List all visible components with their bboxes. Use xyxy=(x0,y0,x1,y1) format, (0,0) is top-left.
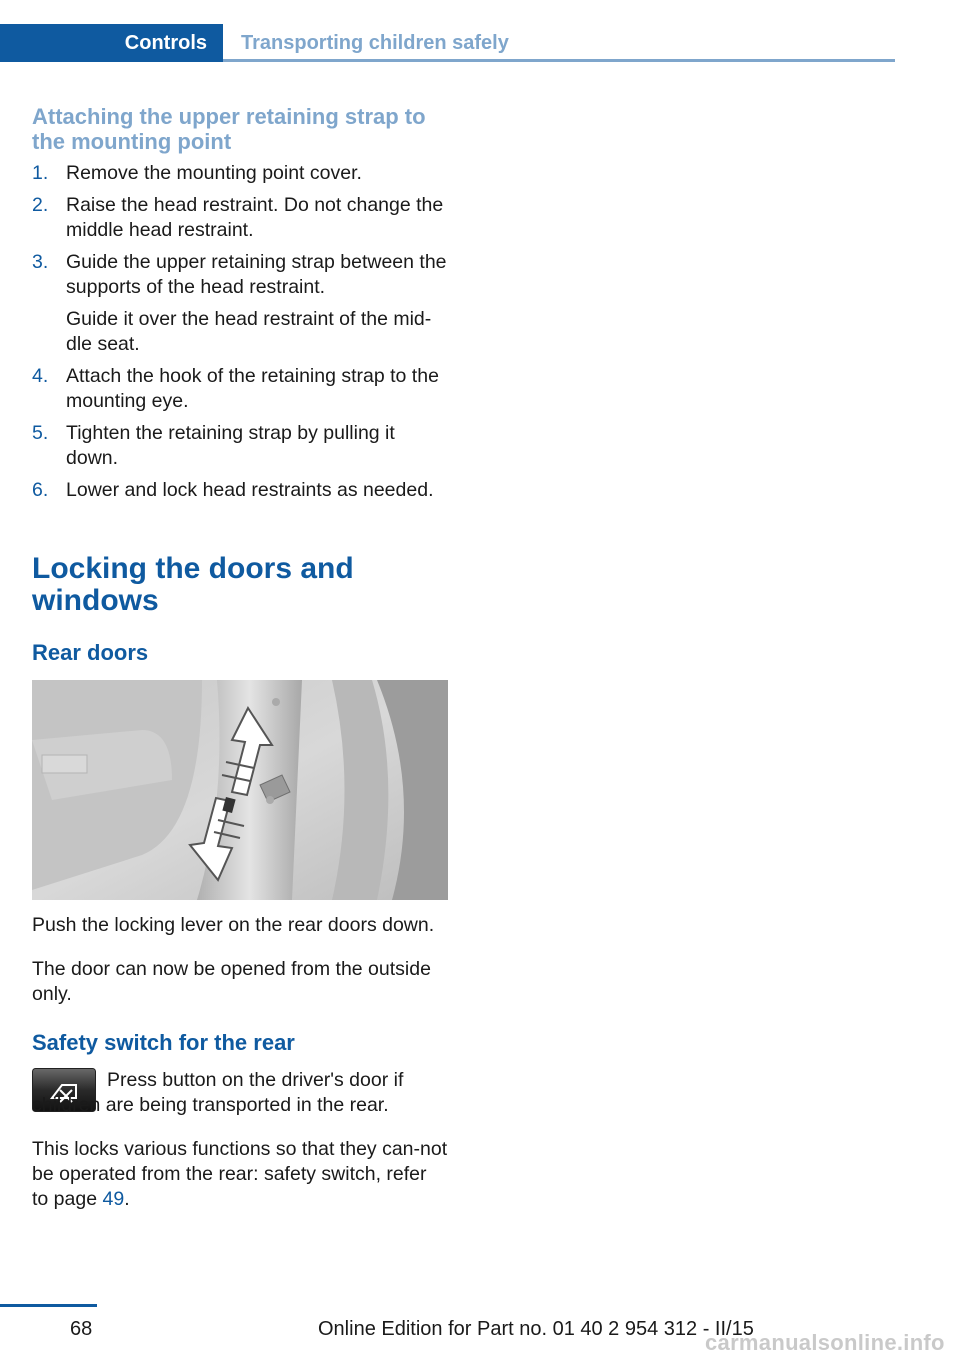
list-item xyxy=(32,250,448,357)
page-49-link[interactable]: 49 xyxy=(102,1188,125,1210)
safety-switch-section xyxy=(32,1030,448,1056)
rear-doors-para-2: The door can now be opened from the outside only. xyxy=(32,958,431,1005)
step-text: Tighten the retaining strap by pulling it down. xyxy=(66,422,395,469)
safety-switch-para-2-end: . xyxy=(124,1188,130,1210)
edition-info: Online Edition for Part no. 01 40 2 954 312 - II/15 xyxy=(318,1318,754,1340)
step-text: Remove the mounting point cover. xyxy=(66,162,362,184)
rear-doors-section xyxy=(32,640,448,666)
safety-switch-para-1: Press button on the driver's door if children are being transported in the rear. xyxy=(32,1069,404,1116)
safety-switch-heading: Safety switch for the rear xyxy=(32,1030,295,1055)
safety-switch-text xyxy=(32,1068,448,1212)
step-text: Lower and lock head restraints as needed. xyxy=(66,479,434,501)
list-item xyxy=(32,478,448,503)
safety-switch-para-2-text: This locks various functions so that they can‐not be operated from the rear: safety switch, refer to page xyxy=(32,1138,448,1210)
locking-heading: Locking the doors and windows xyxy=(32,552,354,617)
footer-rule xyxy=(0,1304,97,1307)
rear-doors-heading: Rear doors xyxy=(32,640,149,665)
header-rule xyxy=(223,59,895,62)
rear-doors-para-1: Push the locking lever on the rear doors down. xyxy=(32,914,435,936)
step-text: Guide the upper retaining strap between the supports of the head restraint. xyxy=(66,251,447,298)
upper-strap-steps xyxy=(32,161,448,510)
chapter-title[interactable]: Transporting children safely xyxy=(241,32,509,54)
rear-doors-text xyxy=(32,913,448,1007)
list-item xyxy=(32,161,448,186)
step-text: Attach the hook of the retaining strap to the mounting eye. xyxy=(66,365,439,412)
page-header xyxy=(0,24,895,62)
step-number: 4. xyxy=(32,365,49,387)
step-number: 2. xyxy=(32,194,49,216)
rear-door-lock-lever-photo xyxy=(32,680,448,900)
upper-strap-section xyxy=(32,104,448,154)
step-number: 3. xyxy=(32,251,49,273)
page-number: 68 xyxy=(70,1318,93,1340)
step-text: Raise the head restraint. Do not change the middle head restraint. xyxy=(66,194,444,241)
list-item xyxy=(32,364,448,414)
step-number: 1. xyxy=(32,162,49,184)
section-tab[interactable]: Controls xyxy=(0,24,223,62)
step-number: 5. xyxy=(32,422,49,444)
list-item xyxy=(32,193,448,243)
safety-switch-para-2 xyxy=(32,1137,448,1212)
watermark: carmanualsonline.info xyxy=(705,1330,945,1355)
locking-section xyxy=(32,553,448,617)
list-item xyxy=(32,421,448,471)
step-extra-text: Guide it over the head restraint of the mid‐dle seat. xyxy=(66,308,432,355)
step-number: 6. xyxy=(32,479,49,501)
upper-strap-heading: Attaching the upper retaining strap to the mounting point xyxy=(32,104,426,154)
